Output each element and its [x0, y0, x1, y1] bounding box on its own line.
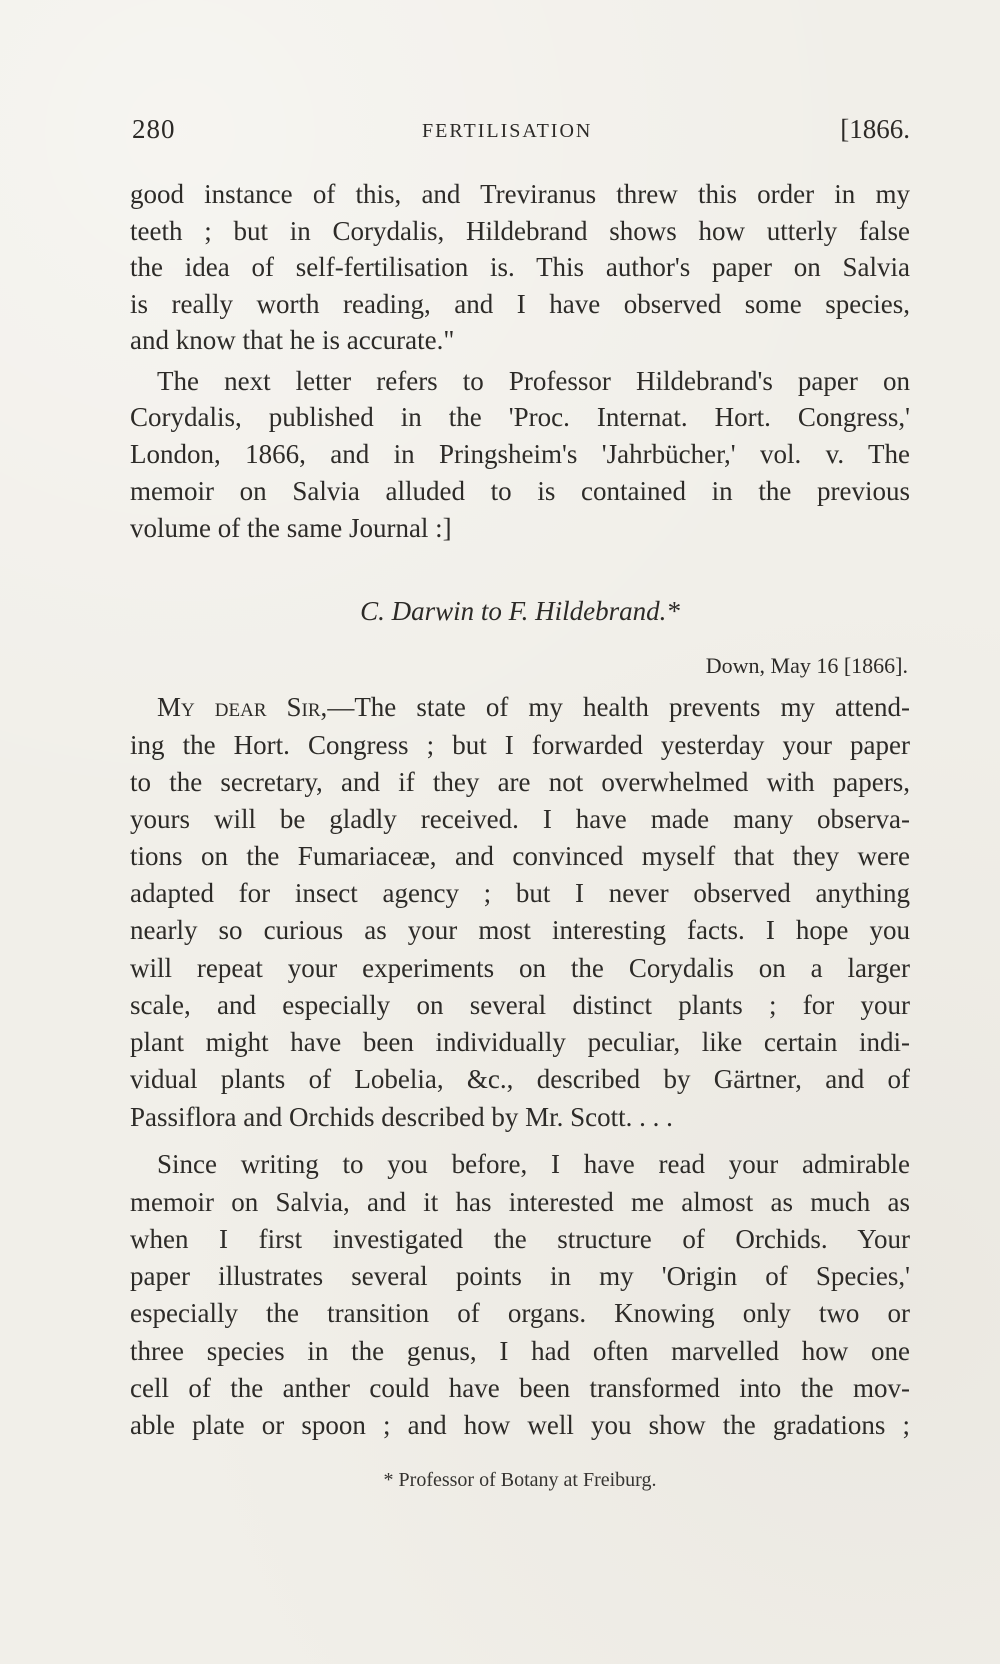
salutation: My dear Sir,	[157, 692, 328, 722]
text-line: plant might have been individually peculiar, like certain indi-	[130, 1027, 910, 1057]
year-mark: [1866.	[840, 114, 910, 144]
text-line: three species in the genus, I had often marvelled how one	[130, 1336, 910, 1366]
text-line: memoir on Salvia alluded to is contained in the previous	[130, 476, 910, 506]
text-line: The next letter refers to Professor Hildebrand's paper on	[157, 366, 910, 396]
text-line: nearly so curious as your most interesting facts. I hope you	[130, 915, 910, 945]
text-line: will repeat your experiments on the Corydalis on a larger	[130, 953, 910, 983]
text-line: to the secretary, and if they are not overwhelmed with papers,	[130, 767, 910, 797]
text-line: the idea of self-fertilisation is. This author's paper on Salvia	[130, 252, 910, 282]
text-line: teeth ; but in Corydalis, Hildebrand shows how utterly false	[130, 216, 910, 246]
text-line: is really worth reading, and I have observed some species,	[130, 289, 910, 319]
letter-title: C. Darwin to F. Hildebrand.*	[360, 596, 680, 626]
footnote: * Professor of Botany at Freiburg.	[383, 1469, 657, 1491]
running-header	[132, 114, 910, 154]
text-line: cell of the anther could have been transformed into the mov-	[130, 1373, 910, 1403]
text-line: paper illustrates several points in my 'Origin of Species,'	[130, 1261, 910, 1291]
text-line: volume of the same Journal :]	[130, 513, 452, 543]
text-line: especially the transition of organs. Knowing only two or	[130, 1298, 910, 1328]
text-line: yours will be gladly received. I have made many observa-	[130, 804, 910, 834]
text-line: adapted for insect agency ; but I never observed anything	[130, 878, 910, 908]
text-line: when I first investigated the structure of Orchids. Your	[130, 1224, 910, 1254]
letter-place-date: Down, May 16 [1866].	[705, 653, 908, 678]
text-line: good instance of this, and Treviranus threw this order in my	[130, 179, 910, 209]
text-line: Passiflora and Orchids described by Mr. Scott. . . .	[130, 1102, 673, 1132]
text-line: memoir on Salvia, and it has interested me almost as much as	[130, 1187, 910, 1217]
text-line: able plate or spoon ; and how well you show the gradations ;	[130, 1410, 910, 1440]
text-line: scale, and especially on several distinct plants ; for your	[130, 990, 910, 1020]
salutation-line-rest: —The state of my health prevents my attend-	[327, 692, 910, 722]
text-line: vidual plants of Lobelia, &c., described by Gärtner, and of	[130, 1064, 910, 1094]
text-line-salutation	[157, 689, 910, 726]
text-line: ing the Hort. Congress ; but I forwarded yesterday your paper	[130, 730, 910, 760]
text-line: London, 1866, and in Pringsheim's 'Jahrbücher,' vol. v. The	[130, 439, 910, 469]
text-line: and know that he is accurate."	[130, 325, 455, 355]
running-title: FERTILISATION	[422, 120, 593, 142]
text-line: tions on the Fumariaceæ, and convinced myself that they were	[130, 841, 910, 871]
text-line: Corydalis, published in the 'Proc. Internat. Hort. Congress,'	[130, 402, 910, 432]
text-line: Since writing to you before, I have read your admirable	[157, 1149, 910, 1179]
page-number: 280	[132, 114, 176, 144]
